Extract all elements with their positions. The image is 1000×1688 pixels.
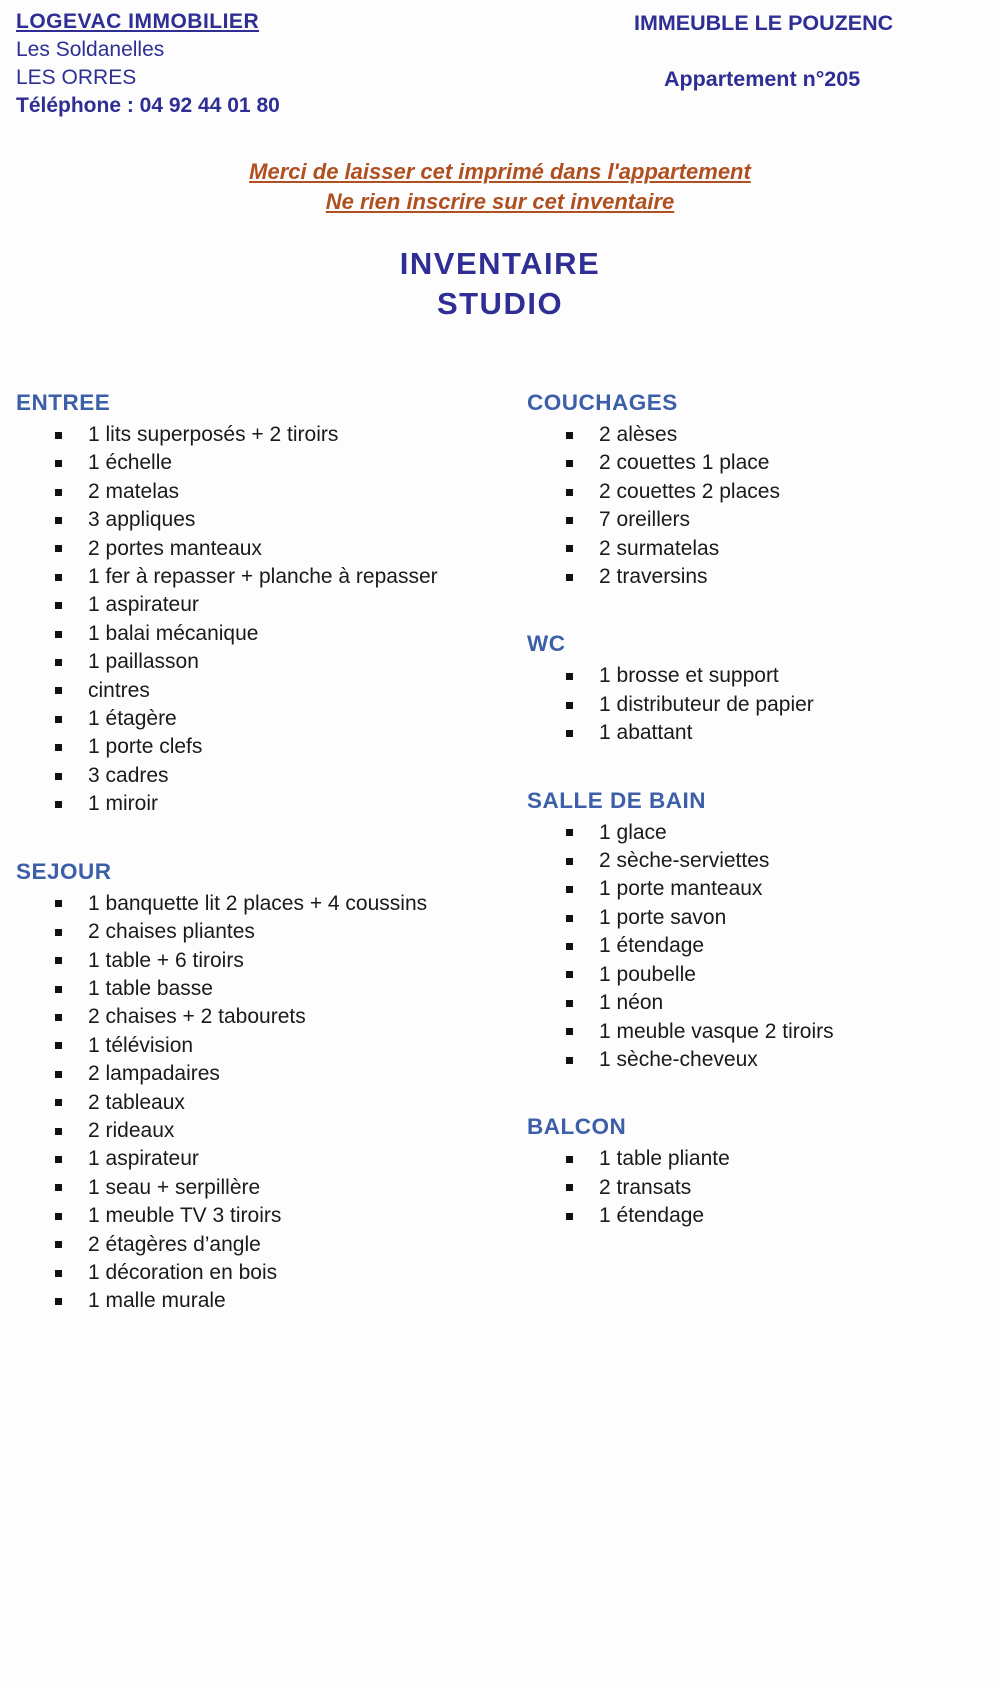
section-balcon [527, 1114, 984, 1230]
apartment-number: Appartement n°205 [664, 67, 861, 91]
inventory-item [55, 1117, 527, 1145]
inventory-item [55, 1145, 527, 1173]
inventory-item [55, 620, 527, 648]
inventory-item [55, 535, 527, 563]
bullet-square-icon [55, 1128, 62, 1135]
inventory-item [55, 918, 527, 946]
inventory-item [55, 790, 527, 818]
item-text: 1 aspirateur [88, 1147, 199, 1171]
item-text: 1 brosse et support [599, 664, 779, 688]
inventory-item [55, 478, 527, 506]
bullet-square-icon [55, 1213, 62, 1220]
inventory-item [55, 421, 527, 449]
inventory-item [55, 975, 527, 1003]
bullet-square-icon [55, 1241, 62, 1248]
item-text: 1 table basse [88, 976, 213, 1000]
inventory-item [55, 1060, 527, 1088]
bullet-square-icon [55, 1184, 62, 1191]
bullet-square-icon [55, 489, 62, 496]
inventory-item [55, 1231, 527, 1259]
bullet-square-icon [55, 574, 62, 581]
inventory-item [566, 819, 984, 847]
inventory-item [566, 1174, 984, 1202]
city-name: LES ORRES [16, 66, 137, 89]
bullet-square-icon [55, 1099, 62, 1106]
inventory-item [55, 705, 527, 733]
item-text: 1 distributeur de papier [599, 692, 814, 716]
item-text: 1 porte manteaux [599, 877, 763, 901]
item-text: 1 décoration en bois [88, 1260, 278, 1284]
bullet-square-icon [566, 1028, 573, 1035]
inventory-item [55, 1032, 527, 1060]
inventory-item [566, 1018, 984, 1046]
item-text: 1 meuble vasque 2 tiroirs [599, 1019, 834, 1043]
item-text: 2 étagères d’angle [88, 1232, 261, 1256]
item-text: 7 oreillers [599, 508, 691, 532]
bullet-square-icon [566, 886, 573, 893]
item-list [527, 662, 984, 747]
item-text: 2 portes manteaux [88, 536, 262, 560]
item-text: 2 couettes 1 place [599, 451, 770, 475]
bullet-square-icon [566, 829, 573, 836]
inventory-item [566, 904, 984, 932]
bullet-square-icon [55, 602, 62, 609]
inventory-item [55, 677, 527, 705]
item-text: 1 glace [599, 820, 667, 844]
agency-name: LOGEVAC IMMOBILIER [16, 10, 260, 33]
inventory-item [55, 733, 527, 761]
notice-line-2: Ne rien inscrire sur cet inventaire [325, 189, 675, 214]
building-name: IMMEUBLE LE POUZENC [634, 11, 894, 35]
page-title-line-2: STUDIO [436, 286, 564, 321]
section-title: WC [527, 631, 566, 657]
item-text: 1 étagère [88, 707, 177, 731]
inventory-item [55, 563, 527, 591]
section-sejour [16, 859, 527, 1316]
bullet-square-icon [566, 432, 573, 439]
bullet-square-icon [566, 1213, 573, 1220]
bullet-square-icon [566, 1184, 573, 1191]
item-text: 1 balai mécanique [88, 621, 259, 645]
bullet-square-icon [55, 957, 62, 964]
item-text: 2 sèche-serviettes [599, 849, 770, 873]
item-text: 1 aspirateur [88, 593, 199, 617]
inventory-item [566, 563, 984, 591]
item-text: 1 porte clefs [88, 735, 203, 759]
item-text: cintres [88, 678, 150, 702]
bullet-square-icon [566, 943, 573, 950]
inventory-item [55, 890, 527, 918]
bullet-square-icon [55, 1156, 62, 1163]
inventory-item [55, 1089, 527, 1117]
item-text: 3 cadres [88, 763, 169, 787]
bullet-square-icon [566, 673, 573, 680]
bullet-square-icon [566, 489, 573, 496]
item-text: 1 porte savon [599, 905, 727, 929]
item-text: 1 malle murale [88, 1289, 226, 1313]
inventory-item [566, 449, 984, 477]
bullet-square-icon [55, 801, 62, 808]
bullet-square-icon [566, 460, 573, 467]
item-text: 1 paillasson [88, 650, 199, 674]
item-text: 2 transats [599, 1175, 692, 1199]
left-column [16, 390, 527, 1356]
inventory-item [566, 1145, 984, 1173]
item-text: 2 chaises pliantes [88, 920, 255, 944]
inventory-item [566, 421, 984, 449]
item-text: 1 étendage [599, 1204, 705, 1228]
bullet-square-icon [55, 929, 62, 936]
inventory-item [55, 1202, 527, 1230]
bullet-square-icon [55, 1298, 62, 1305]
section-couchages [527, 390, 984, 591]
inventory-item [55, 1259, 527, 1287]
section-title: ENTREE [16, 390, 111, 415]
bullet-square-icon [55, 659, 62, 666]
bullet-square-icon [566, 702, 573, 709]
inventory-columns [16, 390, 984, 1356]
item-text: 1 seau + serpillère [88, 1175, 261, 1199]
bullet-square-icon [55, 1042, 62, 1049]
item-text: 1 banquette lit 2 places + 4 coussins [88, 891, 428, 915]
section-salle-de-bain [527, 788, 984, 1075]
bullet-square-icon [55, 460, 62, 467]
item-text: 1 télévision [88, 1033, 194, 1057]
item-text: 1 poubelle [599, 962, 696, 986]
notice-block [16, 157, 984, 217]
section-title: COUCHAGES [527, 390, 678, 415]
inventory-item [566, 719, 984, 747]
bullet-square-icon [55, 744, 62, 751]
inventory-item [55, 1287, 527, 1315]
inventory-item [566, 1046, 984, 1074]
right-column [527, 390, 984, 1356]
inventory-item [55, 947, 527, 975]
item-list [16, 421, 527, 819]
building-block [634, 8, 984, 120]
item-text: 1 table pliante [599, 1147, 730, 1171]
bullet-square-icon [566, 730, 573, 737]
item-text: 1 abattant [599, 721, 693, 745]
section-entree [16, 390, 527, 819]
inventory-item [566, 535, 984, 563]
inventory-item [55, 591, 527, 619]
item-text: 2 traversins [599, 565, 708, 589]
item-text: 1 étendage [599, 934, 705, 958]
inventory-item [566, 662, 984, 690]
inventory-item [566, 875, 984, 903]
bullet-square-icon [55, 432, 62, 439]
document-header [16, 8, 984, 120]
bullet-square-icon [55, 687, 62, 694]
item-text: 2 alèses [599, 423, 678, 446]
inventory-item [55, 1174, 527, 1202]
section-title: BALCON [527, 1114, 627, 1140]
bullet-square-icon [55, 1270, 62, 1277]
bullet-square-icon [566, 858, 573, 865]
section-title: SALLE DE BAIN [527, 787, 707, 813]
bullet-square-icon [55, 900, 62, 907]
item-text: 1 échelle [88, 451, 173, 475]
inventory-item [566, 847, 984, 875]
item-text: 2 rideaux [88, 1118, 175, 1142]
bullet-square-icon [566, 1000, 573, 1007]
item-list [527, 1145, 984, 1230]
item-list [16, 890, 527, 1316]
phone-line: Téléphone : 04 92 44 01 80 [16, 94, 280, 117]
bullet-square-icon [566, 915, 573, 922]
item-text: 2 chaises + 2 tabourets [88, 1005, 306, 1029]
bullet-square-icon [566, 517, 573, 524]
inventory-item [566, 932, 984, 960]
inventory-item [566, 961, 984, 989]
inventory-item [566, 989, 984, 1017]
inventory-item [55, 648, 527, 676]
bullet-square-icon [566, 574, 573, 581]
page-title-line-1: INVENTAIRE [399, 246, 601, 281]
notice-line-1: Merci de laisser cet imprimé dans l'appartement [249, 159, 751, 184]
item-text: 1 table + 6 tiroirs [88, 948, 244, 972]
bullet-square-icon [55, 986, 62, 993]
inventory-item [566, 478, 984, 506]
inventory-item [566, 691, 984, 719]
bullet-square-icon [55, 631, 62, 638]
item-list [527, 421, 984, 591]
inventory-item [55, 762, 527, 790]
bullet-square-icon [566, 1156, 573, 1163]
bullet-square-icon [55, 1014, 62, 1021]
bullet-square-icon [566, 1057, 573, 1064]
item-text: 2 lampadaires [88, 1062, 220, 1086]
item-text: 1 fer à repasser + planche à repasser [88, 565, 438, 589]
item-text: 2 matelas [88, 479, 180, 503]
item-text: 2 tableaux [88, 1090, 185, 1114]
inventory-item [55, 449, 527, 477]
item-text: 1 lits superposés + 2 tiroirs [88, 423, 339, 446]
bullet-square-icon [55, 517, 62, 524]
bullet-square-icon [55, 716, 62, 723]
inventory-item [566, 506, 984, 534]
item-text: 1 miroir [88, 792, 159, 816]
inventory-item [55, 506, 527, 534]
item-text: 2 surmatelas [599, 536, 720, 560]
bullet-square-icon [566, 545, 573, 552]
section-title: SEJOUR [16, 858, 112, 884]
inventory-item [566, 1202, 984, 1230]
bullet-square-icon [566, 971, 573, 978]
page-title [16, 244, 984, 324]
section-wc [527, 631, 984, 747]
item-text: 2 couettes 2 places [599, 479, 780, 503]
inventory-item [55, 1003, 527, 1031]
bullet-square-icon [55, 545, 62, 552]
item-text: 1 meuble TV 3 tiroirs [88, 1204, 282, 1228]
item-text: 1 néon [599, 991, 664, 1015]
bullet-square-icon [55, 773, 62, 780]
bullet-square-icon [55, 1071, 62, 1078]
item-list [527, 819, 984, 1075]
residence-name: Les Soldanelles [16, 38, 165, 61]
item-text: 3 appliques [88, 508, 196, 532]
agency-block [16, 8, 280, 120]
item-text: 1 sèche-cheveux [599, 1047, 758, 1071]
